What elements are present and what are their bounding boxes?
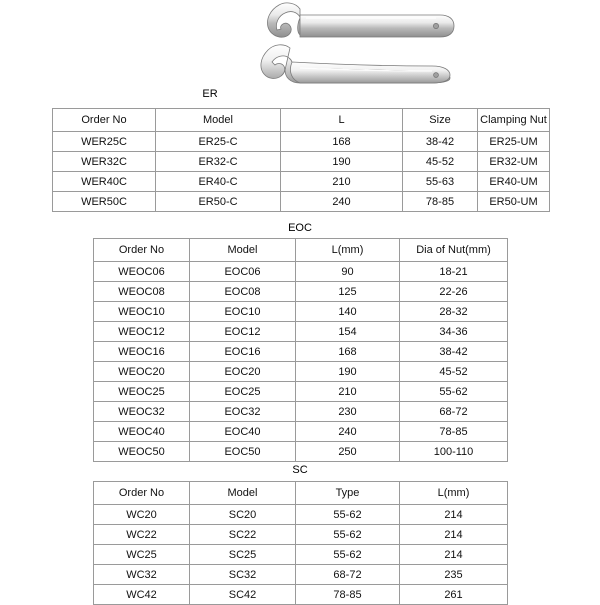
cell-order-no: WEOC06 xyxy=(94,262,190,282)
cell-type: 68-72 xyxy=(296,565,400,585)
cell-length: 235 xyxy=(400,565,508,585)
cell-model: EOC16 xyxy=(190,342,296,362)
column-header: Model xyxy=(190,239,296,262)
column-header: Dia of Nut(mm) xyxy=(400,239,508,262)
cell-model: ER40-C xyxy=(156,172,281,192)
cell-length: 168 xyxy=(296,342,400,362)
section-caption-eoc: EOC xyxy=(288,222,312,234)
cell-order-no: WEOC25 xyxy=(94,382,190,402)
cell-order-no: WER25C xyxy=(53,132,156,152)
cell-model: EOC08 xyxy=(190,282,296,302)
cell-dia-of-nut: 38-42 xyxy=(400,342,508,362)
cell-length: 154 xyxy=(296,322,400,342)
cell-model: SC42 xyxy=(190,585,296,605)
table-row xyxy=(94,565,508,585)
cell-length: 250 xyxy=(296,442,400,462)
cell-model: EOC06 xyxy=(190,262,296,282)
cell-model: SC25 xyxy=(190,545,296,565)
table-row xyxy=(94,382,508,402)
table-row xyxy=(94,302,508,322)
column-header: Order No xyxy=(94,482,190,505)
column-header: L(mm) xyxy=(400,482,508,505)
cell-model: SC20 xyxy=(190,505,296,525)
cell-model: ER32-C xyxy=(156,152,281,172)
cell-model: EOC32 xyxy=(190,402,296,422)
cell-length: 90 xyxy=(296,262,400,282)
cell-l: 240 xyxy=(281,192,403,212)
cell-l: 168 xyxy=(281,132,403,152)
table-row xyxy=(94,422,508,442)
cell-order-no: WER32C xyxy=(53,152,156,172)
cell-dia-of-nut: 55-62 xyxy=(400,382,508,402)
cell-model: SC22 xyxy=(190,525,296,545)
cell-type: 55-62 xyxy=(296,525,400,545)
table-eoc xyxy=(93,238,508,462)
column-header: Order No xyxy=(94,239,190,262)
cell-model: EOC25 xyxy=(190,382,296,402)
cell-length: 214 xyxy=(400,525,508,545)
column-header: Type xyxy=(296,482,400,505)
cell-l: 210 xyxy=(281,172,403,192)
cell-order-no: WEOC50 xyxy=(94,442,190,462)
cell-type: 78-85 xyxy=(296,585,400,605)
cell-length: 190 xyxy=(296,362,400,382)
cell-size: 55-63 xyxy=(403,172,478,192)
cell-order-no: WC25 xyxy=(94,545,190,565)
cell-dia-of-nut: 22-26 xyxy=(400,282,508,302)
cell-type: 55-62 xyxy=(296,505,400,525)
table-header-row xyxy=(53,109,550,132)
table-row xyxy=(94,342,508,362)
cell-l: 190 xyxy=(281,152,403,172)
table-row xyxy=(94,585,508,605)
cell-length: 125 xyxy=(296,282,400,302)
cell-dia-of-nut: 100-110 xyxy=(400,442,508,462)
column-header: Size xyxy=(403,109,478,132)
cell-dia-of-nut: 78-85 xyxy=(400,422,508,442)
table-row xyxy=(94,545,508,565)
cell-model: ER25-C xyxy=(156,132,281,152)
wrench-upper xyxy=(267,3,454,37)
cell-length: 261 xyxy=(400,585,508,605)
cell-clamping-nut: ER40-UM xyxy=(478,172,550,192)
cell-size: 38-42 xyxy=(403,132,478,152)
cell-model: EOC50 xyxy=(190,442,296,462)
cell-order-no: WC20 xyxy=(94,505,190,525)
column-header: L(mm) xyxy=(296,239,400,262)
cell-length: 230 xyxy=(296,402,400,422)
cell-size: 78-85 xyxy=(403,192,478,212)
column-header: Model xyxy=(190,482,296,505)
cell-clamping-nut: ER25-UM xyxy=(478,132,550,152)
table-row xyxy=(53,192,550,212)
cell-model: EOC12 xyxy=(190,322,296,342)
cell-order-no: WEOC16 xyxy=(94,342,190,362)
cell-order-no: WEOC32 xyxy=(94,402,190,422)
cell-order-no: WC32 xyxy=(94,565,190,585)
cell-length: 240 xyxy=(296,422,400,442)
column-header: Order No xyxy=(53,109,156,132)
cell-length: 140 xyxy=(296,302,400,322)
cell-order-no: WC22 xyxy=(94,525,190,545)
table-row xyxy=(53,172,550,192)
cell-length: 210 xyxy=(296,382,400,402)
cell-model: EOC40 xyxy=(190,422,296,442)
cell-model: SC32 xyxy=(190,565,296,585)
cell-dia-of-nut: 68-72 xyxy=(400,402,508,422)
table-row xyxy=(94,282,508,302)
cell-model: EOC20 xyxy=(190,362,296,382)
cell-dia-of-nut: 18-21 xyxy=(400,262,508,282)
table-row xyxy=(94,262,508,282)
table-row xyxy=(94,402,508,422)
cell-dia-of-nut: 28-32 xyxy=(400,302,508,322)
cell-length: 214 xyxy=(400,505,508,525)
cell-order-no: WER40C xyxy=(53,172,156,192)
table-row xyxy=(94,322,508,342)
c-spanner-wrench-pair-image xyxy=(0,0,600,96)
table-row xyxy=(94,525,508,545)
table-header-row xyxy=(94,239,508,262)
cell-size: 45-52 xyxy=(403,152,478,172)
column-header: Model xyxy=(156,109,281,132)
cell-clamping-nut: ER50-UM xyxy=(478,192,550,212)
table-sc xyxy=(93,481,508,605)
cell-order-no: WER50C xyxy=(53,192,156,212)
table-header-row xyxy=(94,482,508,505)
cell-model: ER50-C xyxy=(156,192,281,212)
table-row xyxy=(53,152,550,172)
wrench-lower xyxy=(261,45,450,83)
section-caption-sc: SC xyxy=(292,464,308,476)
cell-order-no: WEOC10 xyxy=(94,302,190,322)
cell-dia-of-nut: 34-36 xyxy=(400,322,508,342)
cell-order-no: WEOC40 xyxy=(94,422,190,442)
column-header: Clamping Nut xyxy=(478,109,550,132)
table-row xyxy=(94,362,508,382)
cell-model: EOC10 xyxy=(190,302,296,322)
table-row xyxy=(94,442,508,462)
cell-type: 55-62 xyxy=(296,545,400,565)
table-row xyxy=(53,132,550,152)
cell-order-no: WEOC12 xyxy=(94,322,190,342)
column-header: L xyxy=(281,109,403,132)
cell-length: 214 xyxy=(400,545,508,565)
cell-order-no: WEOC20 xyxy=(94,362,190,382)
cell-order-no: WC42 xyxy=(94,585,190,605)
cell-order-no: WEOC08 xyxy=(94,282,190,302)
table-er xyxy=(52,108,550,212)
section-caption-er: ER xyxy=(202,88,218,100)
cell-clamping-nut: ER32-UM xyxy=(478,152,550,172)
table-row xyxy=(94,505,508,525)
cell-dia-of-nut: 45-52 xyxy=(400,362,508,382)
